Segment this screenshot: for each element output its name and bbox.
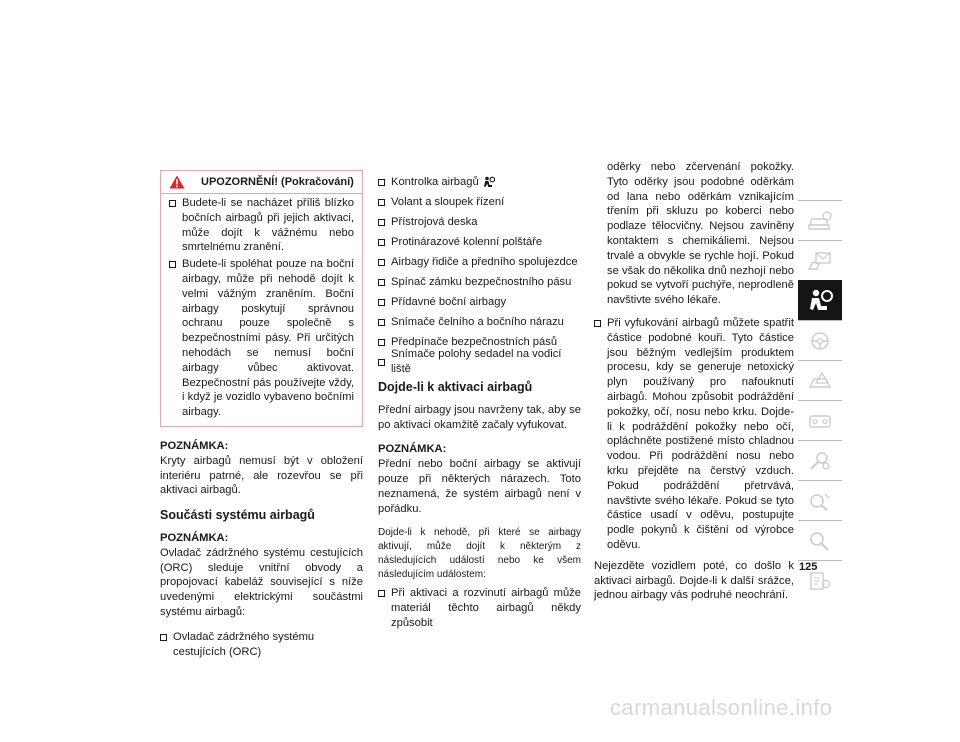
airbag-occupant-icon (806, 288, 834, 314)
closing-text: Nejezděte vozidlem poté, co došlo k aktivaci airbagů. Dojde-li k další srážce, jednou airbagy vás podruhé neochrání. (594, 559, 794, 602)
tab-hand-envelope[interactable] (798, 240, 842, 280)
note-text: Ovladač zádržného systému cestujících (ORC) sleduje vnitřní obvody a propojovací kabeláž související s níže uvedenými elektrickými součástmi systému airbagů: (160, 546, 363, 618)
tab-warning-dashboard[interactable] (798, 360, 842, 400)
steering-wheel-icon (807, 330, 833, 352)
warning-body (161, 194, 362, 426)
bullet-square-icon (378, 590, 385, 597)
magnifier-icon (807, 530, 833, 552)
bullet-square-icon (378, 319, 385, 326)
list-item: Volant a sloupek řízení (378, 192, 581, 212)
bullet-square-icon (169, 261, 176, 268)
bullet-square-icon (378, 199, 385, 206)
list-item-continued (594, 160, 794, 308)
tab-car-service[interactable] (798, 400, 842, 440)
warning-box (160, 170, 363, 427)
bullet-square-icon (378, 339, 385, 346)
tab-maintenance[interactable] (798, 480, 842, 520)
tab-wrench[interactable] (798, 440, 842, 480)
warning-triangle-icon (169, 175, 185, 189)
note-label: POZNÁMKA: (378, 443, 447, 456)
bullet-square-icon (378, 239, 385, 246)
item-text-part1: Při aktivaci a rozvinutí airbagů může materiál těchto airbagů někdy způsobit (391, 587, 581, 629)
column-right (594, 160, 794, 613)
section-heading: Součásti systému airbagů (160, 508, 315, 523)
list-item: Snímače čelního a bočního nárazu (378, 312, 581, 332)
list-item: Protinárazové kolenní polštáře (378, 232, 581, 252)
maintenance-icon (807, 490, 833, 512)
small-text: Dojde-li k nehodě, při které se airbagy aktivují, může dojít k některým z následujících událostí nebo ke všem následujícím událostem: (378, 527, 581, 581)
bullet-square-icon (594, 320, 601, 327)
note-label: POZNÁMKA: (160, 439, 229, 452)
warning-header (161, 171, 362, 194)
bullet-square-icon (378, 359, 385, 366)
list-item: Airbagy řidiče a předního spolujezdce (378, 252, 581, 272)
airbag-warning-icon (483, 176, 495, 188)
list-item (378, 586, 581, 630)
tab-search[interactable] (798, 520, 842, 560)
hand-envelope-icon (807, 250, 833, 272)
list-item: Předpínače bezpečnostních pásů (378, 332, 581, 352)
warning-title: UPOZORNĚNÍ! (Pokračování) (201, 175, 354, 188)
item-text-continued: oděrky nebo zčervenání pokožky. Tyto oděrky jsou podobné oděrkám od lana nebo oděrkám vznikajícím třením při skluzu po koberci nebo podlaze tělocvičny. Nejsou zaviněny kontaktem s chemikáliemi. Nejsou trvalé a obvykle se rychle hojí. Pokud se však do několika dnů nezhojí nebo pokud se vytvoří puchýře, neprodleně navštivte svého lékaře. (607, 161, 794, 307)
list-item: Přístrojová deska (378, 212, 581, 232)
car-service-icon (807, 410, 833, 432)
column-left (160, 170, 363, 661)
warning-item: Budete-li se nacházet příliš blízko bočních airbagů při jejich aktivaci, může dojít k vážnému nebo smrtelnému zranění. (169, 196, 354, 255)
chapter-tab-strip (798, 200, 842, 600)
warning-dashboard-icon (807, 370, 833, 392)
column-middle (378, 172, 581, 633)
wrench-icon (807, 450, 833, 472)
list-item: Spínač zámku bezpečnostního pásu (378, 272, 581, 292)
bullet-square-icon (160, 634, 167, 641)
list-item: Ovladač zádržného systému cestujících (ORC) (160, 630, 363, 660)
tab-steering[interactable] (798, 320, 842, 360)
tab-airbag-active[interactable] (798, 280, 842, 320)
list-item: Kontrolka airbagů (378, 172, 581, 192)
note-text: Přední nebo boční airbagy se aktivují pouze při některých nárazech. Toto neznamená, že systém airbagů není v pořádku. (378, 458, 581, 515)
note-text: Kryty airbagů nemusí být v obložení interiéru patrné, ale rozevřou se při aktivaci airbagů. (160, 454, 363, 497)
bullet-square-icon (378, 219, 385, 226)
list-item: Přídavné boční airbagy (378, 292, 581, 312)
page-number: 125 (799, 561, 818, 573)
list-item: Snímače polohy sedadel na vodicí liště (378, 352, 581, 372)
list-item: Při vyfukování airbagů můžete spatřit částice podobné kouři. Tyto částice jsou běžným vedlejším produktem procesu, kdy se generuje netoxický plyn používaný pro nafouknutí airbagů. Mohou způsobit podráždění pokožky, očí, nosu nebo krku. Dojde-li k podráždění pokožky nebo očí, opláchněte postižené místo chladnou vodou. Při podráždění nosu nebo krku přejděte na čerstvý vzduch. Pokud podráždění přetrvává, navštivte svého lékaře. Pokud se tyto částice usadí v oděvu, postupujte podle pokynů k čištění od výrobce oděvu. (594, 316, 794, 553)
car-info-icon (807, 210, 833, 232)
watermark-text: carmanualsonline.info (610, 695, 833, 720)
bullet-square-icon (378, 279, 385, 286)
tab-car-info[interactable] (798, 200, 842, 240)
bullet-square-icon (169, 200, 176, 207)
warning-item: Budete-li spoléhat pouze na boční airbagy, může při nehodě dojít k velmi vážným zraněním. Boční airbagy poskytují správnou ochranu pouze společně s bezpečnostními pásy. Při určitých nehodách se nemusí boční airbagy vůbec aktivovat. Bezpečnostní pás používejte vždy, i když je vozidlo vybaveno bočními airbagy. (169, 257, 354, 420)
intro-text: Přední airbagy jsou navrženy tak, aby se po aktivaci okamžitě začaly vyfukovat. (378, 403, 581, 431)
bullet-square-icon (378, 179, 385, 186)
section-heading: Dojde-li k aktivaci airbagů (378, 380, 533, 394)
bullet-square-icon (378, 299, 385, 306)
note-label: POZNÁMKA: (160, 531, 229, 544)
bullet-square-icon (378, 259, 385, 266)
